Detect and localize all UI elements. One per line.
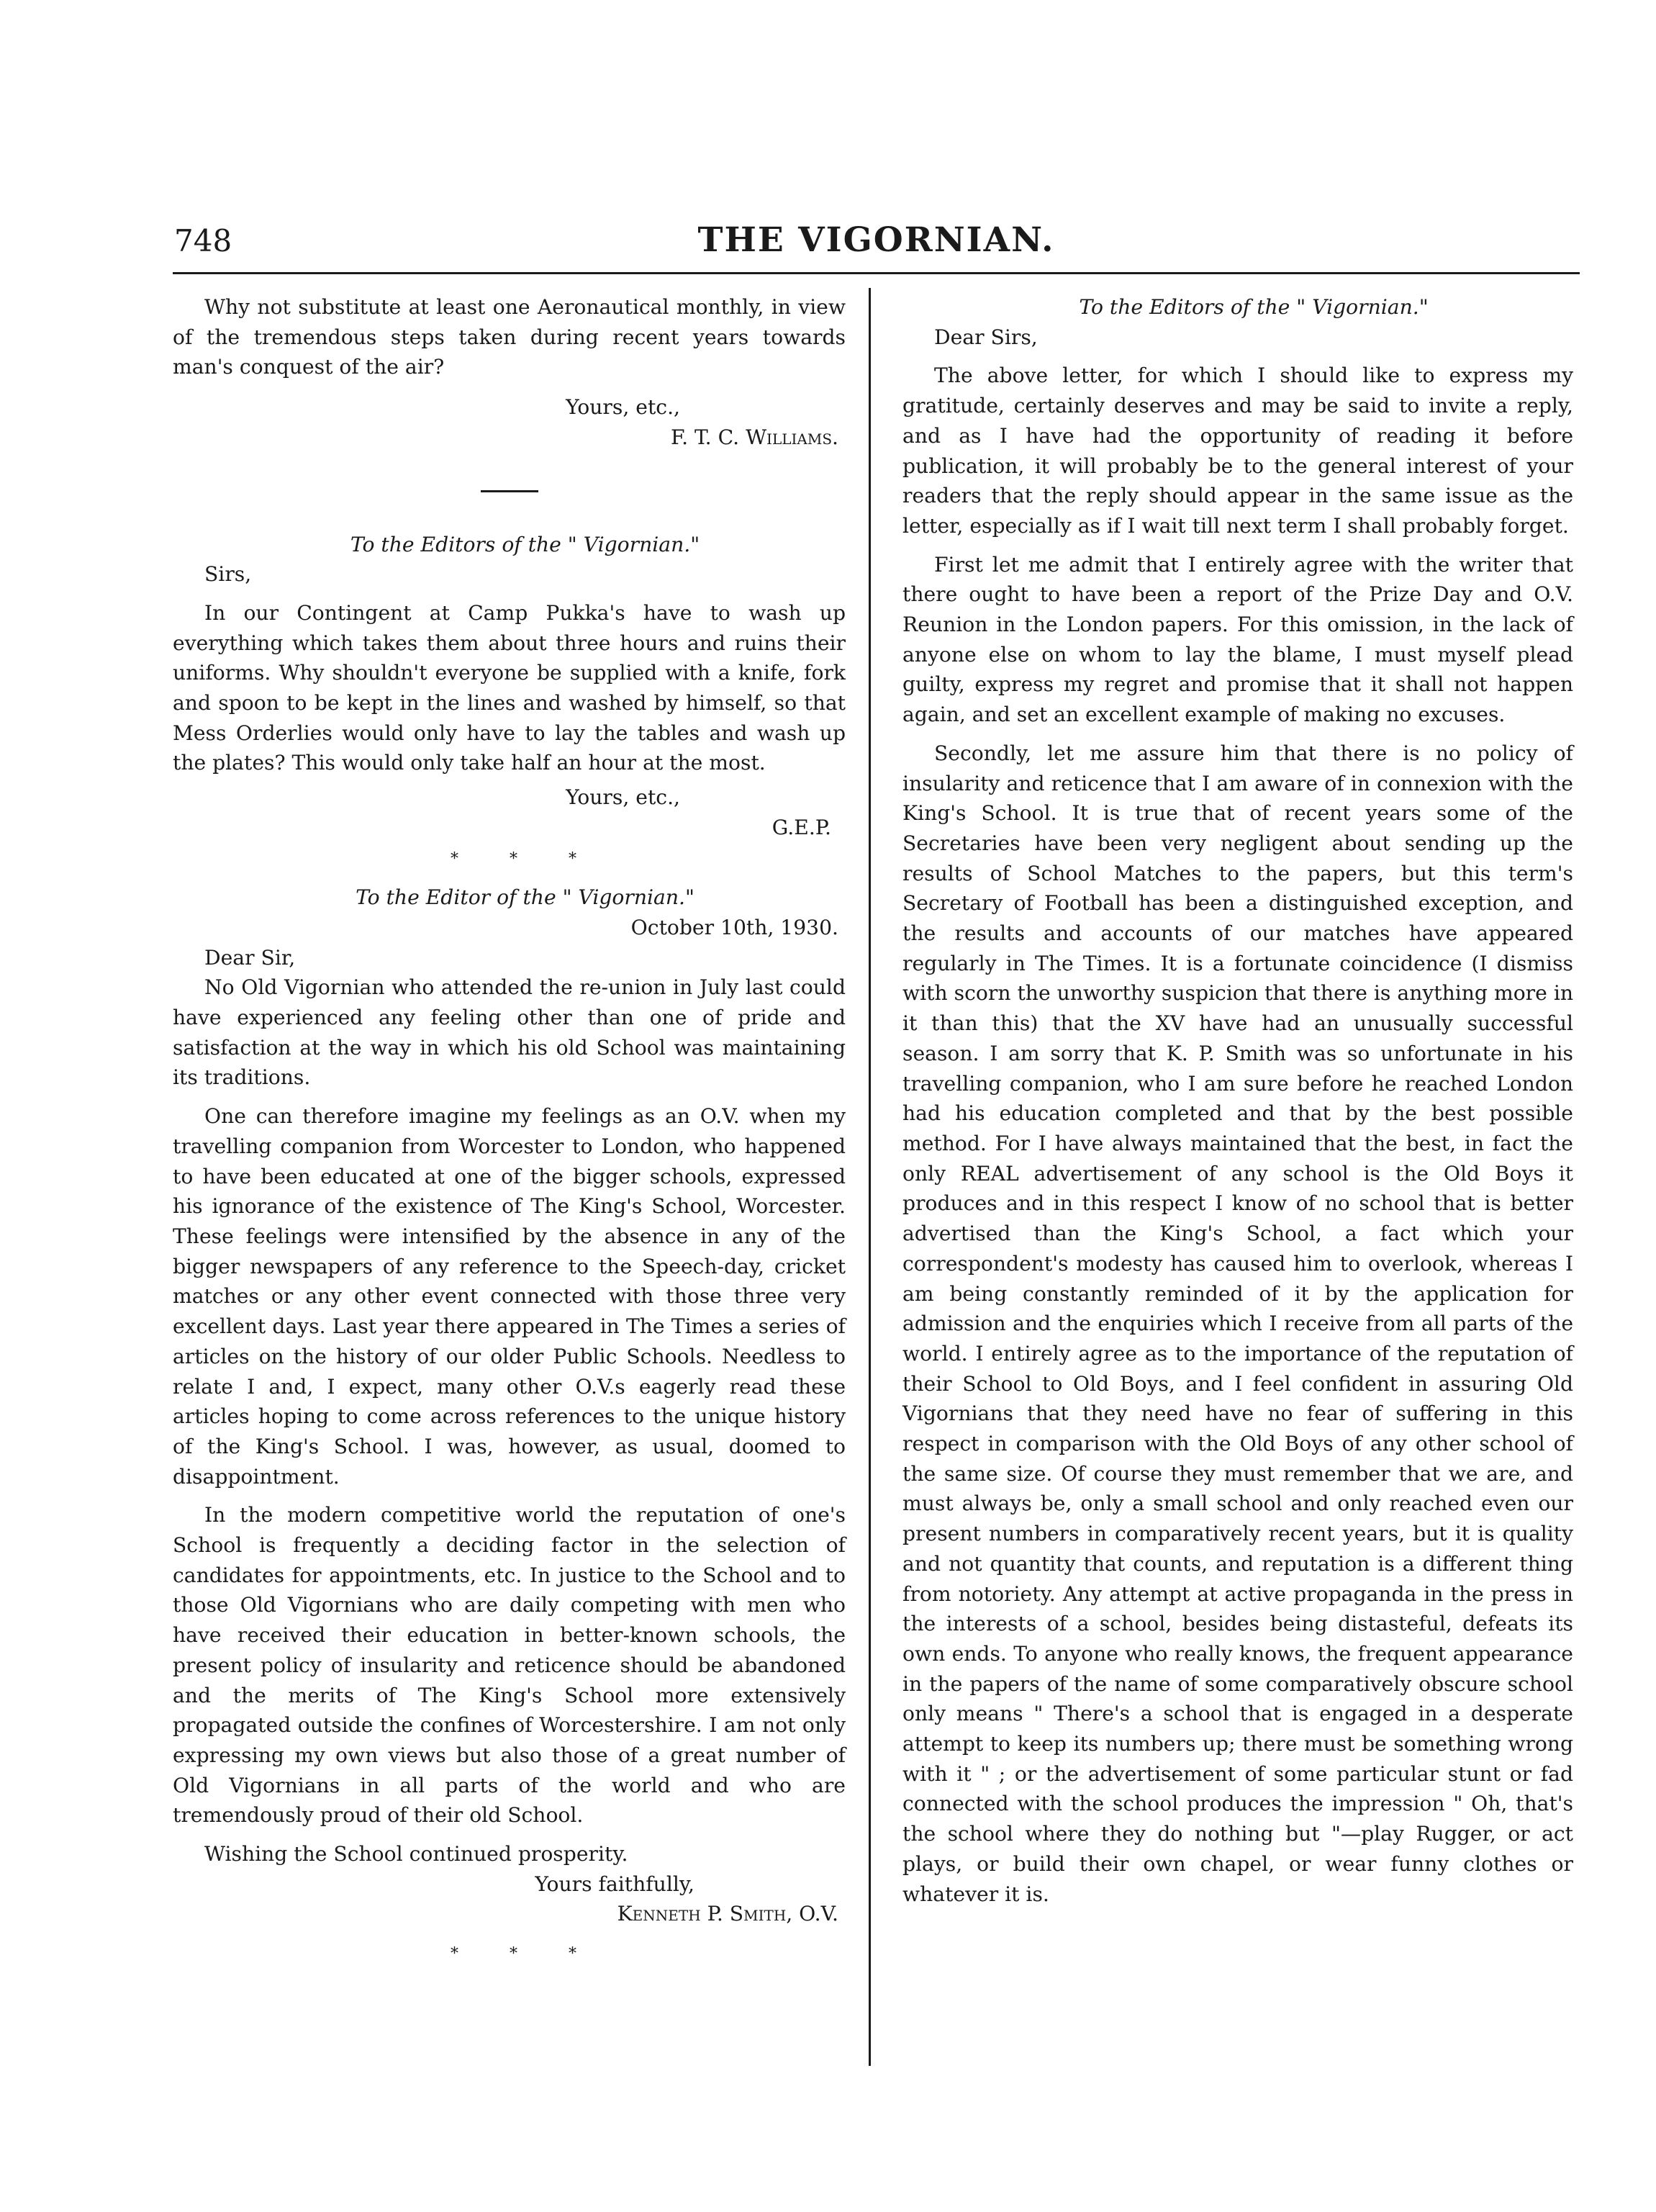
letter-separator-rule — [481, 490, 538, 492]
reply-heading: To the Editors of the " Vigornian." — [1079, 295, 1429, 319]
letter3-signature: Kenneth P. Smith, O.V. — [617, 1902, 838, 1926]
letter2-salutation: Sirs, — [204, 562, 252, 587]
letter3-salutation: Dear Sir, — [204, 945, 296, 970]
letter3-paragraph-3: In the modern competitive world the reputation of one's School is frequently a deciding factor in the selection of candidates for appointments, etc. In justice to the School and to those Old Vigornians who are daily competing with men who have received their education in better-known schools, the present policy of insularity and reticence should be abandoned and the merits of The King's School more extensively propagated outside the confines of Worcestershire. I am not only expressing my own views but also those of a great number of Old Vigornians in all parts of the world and who are tremendously proud of their old School. — [173, 1503, 846, 1828]
reply-salutation: Dear Sirs, — [934, 325, 1038, 349]
page-number: 748 — [174, 223, 232, 258]
running-title: THE VIGORNIAN. — [697, 220, 1055, 260]
letter3-paragraph-4: Wishing the School continued prosperity. — [204, 1842, 628, 1866]
reply-paragraph-2: First let me admit that I entirely agree with the writer that there ought to have been a report of the Prize Day and O.V. Reunion in the London papers. For this omission, in the lack of anyone else on whom to lay the blame, I must myself plead guilty, express my regret and promise that it shall not happen again, and set an excellent example of making no excuses. — [902, 552, 1573, 727]
letter1-text: Why not substitute at least one Aeronautical monthly, in view of the tremendous steps taken during recent years towards man's conquest of the air? — [173, 295, 846, 379]
reply-paragraph-1: The above letter, for which I should like to express my gratitude, certainly deserves and may be said to invite a reply, and as I have had the opportunity of reading it before publication, it will probably be to the general interest of your readers that the reply should appear in the same issue as the letter, especially as if I wait till next term I shall probably forget. — [902, 364, 1573, 538]
right-column — [902, 292, 1573, 1909]
letter2-heading: To the Editors of the " Vigornian." — [350, 532, 700, 556]
left-column — [173, 292, 846, 1969]
letter1-closing: Yours, etc., — [566, 395, 680, 420]
column-divider — [869, 288, 871, 2066]
reply-paragraph-3: Secondly, let me assure him that there is no policy of insularity and reticence that I am aware of in connexion with the King's School. It is true that of recent years some of the Secretaries have been very negligent about sending up the results of School Matches to the papers, but this term's Secretary of Football has been a distinguished exception, and the results and accounts of our matches have appeared regularly in The Times. It is a fortunate coincidence (I dismiss with scorn the unworthy suspicion that there is anything more in it than this) that the XV have had an unusually successful season. I am sorry that K. P. Smith was so unfortunate in his travelling companion, who I am sure before he reached London had his education completed and that by the best possible method. For I have always maintained that the best, in fact the only REAL advertisement of any school is the Old Boys it produces and in this respect I know of no school that is better advertised than the King's School, a fact which your correspondent's modesty has caused him to overlook, whereas I am being constantly reminded of it by the application for admission and the enquiries which I receive from all parts of the world. I entirely agree as to the importance of the reputation of their School to Old Boys, and I feel confident in assuring Old Vigornians that they need have no fear of suffering in this respect in comparison with the Old Boys of any other school of the same size. Of course they must remember that we are, and must always be, only a small school and only reached even our present numbers in comparatively recent years, but it is quality and not quantity that counts, and reputation is a different thing from notoriety. Any attempt at active propaganda in the press in the interests of a school, besides being distasteful, defeats its own ends. To anyone who really knows, the frequent appearance in the papers of the name of some comparatively obscure school only means " There's a school that is engaged in a desperate attempt to keep its numbers up; there must be something wrong with it " ; or the advertisement of some particular stunt or fad connected with the school produces the impression " Oh, that's the school where they do nothing but "—play Rugger, or act plays, or build their own chapel, or wear funny clothes or whatever it is. — [902, 741, 1573, 1906]
letter3-paragraph-1: No Old Vigornian who attended the re-union in July last could have experienced any feeling other than one of pride and satisfaction at the way in which his old School was maintaining its traditions. — [173, 975, 846, 1090]
letter2-signature: G.E.P. — [772, 815, 831, 839]
letter2-text: In our Contingent at Camp Pukka's have to wash up everything which takes them about three hours and ruins their uniforms. Why shouldn't everyone be supplied with a knife, fork and spoon to be kept in the lines and washed by himself, so that Mess Orderlies would only have to lay the tables and wash up the plates? This would only take half an hour at the most. — [173, 600, 846, 775]
letter2-closing: Yours, etc., — [566, 785, 680, 810]
letter1-signature: F. T. C. Williams. — [670, 425, 838, 449]
stars-separator-bottom: * * * — [451, 1945, 599, 1964]
letter3-paragraph-2: One can therefore imagine my feelings as an O.V. when my travelling companion from Worcester to London, who happened to have been educated at one of the bigger schools, expressed his ignorance of the existence of The King's School, Worcester. These feelings were intensified by the absence in any of the bigger newspapers of any reference to the Speech-day, cricket matches or any other event connected with those three very excellent days. Last year there appeared in The Times a series of articles on the history of our older Public Schools. Needless to relate I and, I expect, many other O.V.s eagerly read these articles hoping to come across references to the unique history of the King's School. I was, however, as usual, doomed to disappointment. — [173, 1104, 846, 1489]
letter3-closing: Yours faithfully, — [535, 1872, 694, 1896]
letter3-date: October 10th, 1930. — [630, 915, 838, 939]
stars-separator: * * * — [451, 849, 599, 868]
page-header — [173, 216, 1580, 274]
letter3-heading: To the Editor of the " Vigornian." — [356, 885, 694, 910]
header-rule — [173, 272, 1580, 274]
